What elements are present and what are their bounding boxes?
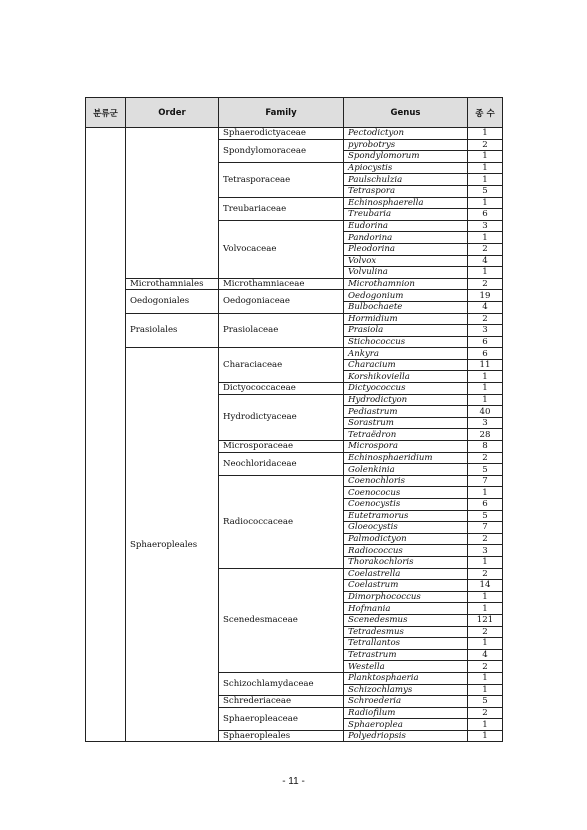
genus-cell: Dimorphococcus xyxy=(344,591,468,603)
species-count-cell: 2 xyxy=(468,243,503,255)
genus-cell: Pediastrum xyxy=(344,406,468,418)
genus-cell: Thorakochloris xyxy=(344,556,468,568)
genus-cell: Schizochlamys xyxy=(344,684,468,696)
species-count-cell: 6 xyxy=(468,336,503,348)
genus-cell: Korshikoviella xyxy=(344,371,468,383)
species-count-cell: 1 xyxy=(468,638,503,650)
species-count-cell: 5 xyxy=(468,696,503,708)
species-count-cell: 5 xyxy=(468,185,503,197)
table-body xyxy=(86,128,503,742)
genus-cell: Treubaria xyxy=(344,209,468,221)
species-count-cell: 1 xyxy=(468,128,503,140)
family-cell: Sphaerodictyaceae xyxy=(219,128,344,140)
genus-cell: Palmodictyon xyxy=(344,533,468,545)
species-count-cell: 2 xyxy=(468,452,503,464)
order-cell: Microthamniales xyxy=(126,278,219,290)
species-count-cell: 2 xyxy=(468,313,503,325)
table-row xyxy=(86,348,503,360)
species-count-cell: 1 xyxy=(468,487,503,499)
family-cell: Treubariaceae xyxy=(219,197,344,220)
table-row xyxy=(86,128,503,140)
genus-cell: Radiococcus xyxy=(344,545,468,557)
species-count-cell: 3 xyxy=(468,325,503,337)
genus-cell: Hormidium xyxy=(344,313,468,325)
species-count-cell: 5 xyxy=(468,464,503,476)
genus-cell: Stichococcus xyxy=(344,336,468,348)
genus-cell: Polyedriopsis xyxy=(344,730,468,742)
family-cell: Microsporaceae xyxy=(219,441,344,453)
genus-cell: Westella xyxy=(344,661,468,673)
species-count-cell: 1 xyxy=(468,371,503,383)
species-count-cell: 6 xyxy=(468,499,503,511)
family-cell: Schizochlamydaceae xyxy=(219,672,344,695)
family-cell: Hydrodictyaceae xyxy=(219,394,344,440)
species-count-cell: 40 xyxy=(468,406,503,418)
family-cell: Tetrasporaceae xyxy=(219,162,344,197)
species-count-cell: 14 xyxy=(468,580,503,592)
genus-cell: Tetraspora xyxy=(344,185,468,197)
genus-cell: Pandorina xyxy=(344,232,468,244)
genus-cell: Echinosphaerella xyxy=(344,197,468,209)
species-count-cell: 28 xyxy=(468,429,503,441)
genus-cell: Scenedesmus xyxy=(344,614,468,626)
header-family: Family xyxy=(219,98,344,128)
species-count-cell: 1 xyxy=(468,556,503,568)
genus-cell: Sphaeroplea xyxy=(344,719,468,731)
table-header-row xyxy=(86,98,503,128)
genus-cell: Pleodorina xyxy=(344,243,468,255)
family-cell: Prasiolaceae xyxy=(219,313,344,348)
species-count-cell: 1 xyxy=(468,174,503,186)
genus-cell: Microspora xyxy=(344,441,468,453)
table-row xyxy=(86,290,503,302)
header-species-count: 종 수 xyxy=(468,98,503,128)
genus-cell: Hofmania xyxy=(344,603,468,615)
species-count-cell: 11 xyxy=(468,359,503,371)
genus-cell: Apiocystis xyxy=(344,162,468,174)
genus-cell: Coelastrella xyxy=(344,568,468,580)
genus-cell: Prasiola xyxy=(344,325,468,337)
species-count-cell: 8 xyxy=(468,441,503,453)
order-cell: Sphaeropleales xyxy=(126,348,219,742)
genus-cell: Ankyra xyxy=(344,348,468,360)
group-cell xyxy=(86,128,126,742)
species-count-cell: 3 xyxy=(468,417,503,429)
species-count-cell: 1 xyxy=(468,672,503,684)
genus-cell: Bulbochaete xyxy=(344,301,468,313)
species-count-cell: 5 xyxy=(468,510,503,522)
genus-cell: Oedogonium xyxy=(344,290,468,302)
family-cell: Neochloridaceae xyxy=(219,452,344,475)
species-count-cell: 1 xyxy=(468,232,503,244)
family-cell: Characiaceae xyxy=(219,348,344,383)
genus-cell: Volvox xyxy=(344,255,468,267)
genus-cell: Tetraëdron xyxy=(344,429,468,441)
genus-cell: Hydrodictyon xyxy=(344,394,468,406)
species-count-cell: 1 xyxy=(468,730,503,742)
family-cell: Sphaeropleaceae xyxy=(219,707,344,730)
family-cell: Volvocaceae xyxy=(219,220,344,278)
genus-cell: Tetrastrum xyxy=(344,649,468,661)
family-cell: Oedogoniaceae xyxy=(219,290,344,313)
table-row xyxy=(86,278,503,290)
page-number: - 11 - xyxy=(282,776,305,787)
family-cell: Dictyococcaceae xyxy=(219,383,344,395)
species-count-cell: 4 xyxy=(468,255,503,267)
species-count-cell: 4 xyxy=(468,301,503,313)
family-cell: Schrederiaceae xyxy=(219,696,344,708)
table-row xyxy=(86,313,503,325)
genus-cell: Volvulina xyxy=(344,267,468,279)
family-cell: Radiococcaceae xyxy=(219,475,344,568)
species-count-cell: 1 xyxy=(468,591,503,603)
species-count-cell: 3 xyxy=(468,545,503,557)
family-cell: Scenedesmaceae xyxy=(219,568,344,672)
species-count-cell: 2 xyxy=(468,139,503,151)
species-count-cell: 121 xyxy=(468,614,503,626)
genus-cell: Coenococus xyxy=(344,487,468,499)
species-count-cell: 3 xyxy=(468,220,503,232)
species-count-cell: 7 xyxy=(468,475,503,487)
family-cell: Microthamniaceae xyxy=(219,278,344,290)
genus-cell: Tetradesmus xyxy=(344,626,468,638)
genus-cell: Golenkinia xyxy=(344,464,468,476)
order-cell: Oedogoniales xyxy=(126,290,219,313)
species-count-cell: 2 xyxy=(468,278,503,290)
order-cell xyxy=(126,128,219,279)
order-cell: Prasiolales xyxy=(126,313,219,348)
genus-cell: Radiofilum xyxy=(344,707,468,719)
species-count-cell: 2 xyxy=(468,707,503,719)
genus-cell: Coenocystis xyxy=(344,499,468,511)
species-count-cell: 2 xyxy=(468,533,503,545)
species-count-cell: 1 xyxy=(468,394,503,406)
genus-cell: Paulschulzia xyxy=(344,174,468,186)
genus-cell: Spondylomorum xyxy=(344,151,468,163)
header-order: Order xyxy=(126,98,219,128)
genus-cell: Gloeocystis xyxy=(344,522,468,534)
species-count-cell: 19 xyxy=(468,290,503,302)
genus-cell: Characium xyxy=(344,359,468,371)
species-count-cell: 4 xyxy=(468,649,503,661)
species-count-cell: 1 xyxy=(468,151,503,163)
species-count-cell: 2 xyxy=(468,626,503,638)
species-count-cell: 1 xyxy=(468,719,503,731)
species-count-cell: 1 xyxy=(468,267,503,279)
species-count-cell: 1 xyxy=(468,684,503,696)
species-count-cell: 2 xyxy=(468,568,503,580)
species-count-cell: 2 xyxy=(468,661,503,673)
genus-cell: Microthamnion xyxy=(344,278,468,290)
species-count-cell: 7 xyxy=(468,522,503,534)
species-table xyxy=(85,97,503,742)
genus-cell: Echinosphaeridium xyxy=(344,452,468,464)
genus-cell: Eutetramorus xyxy=(344,510,468,522)
family-cell: Spondylomoraceae xyxy=(219,139,344,162)
species-count-cell: 1 xyxy=(468,197,503,209)
genus-cell: Dictyococcus xyxy=(344,383,468,395)
species-count-cell: 1 xyxy=(468,603,503,615)
genus-cell: Planktosphaeria xyxy=(344,672,468,684)
genus-cell: Coenochloris xyxy=(344,475,468,487)
species-count-cell: 6 xyxy=(468,348,503,360)
species-count-cell: 6 xyxy=(468,209,503,221)
genus-cell: Tetrallantos xyxy=(344,638,468,650)
genus-cell: Sorastrum xyxy=(344,417,468,429)
header-genus: Genus xyxy=(344,98,468,128)
genus-cell: Coelastrum xyxy=(344,580,468,592)
header-group: 분류군 xyxy=(86,98,126,128)
species-count-cell: 1 xyxy=(468,162,503,174)
genus-cell: Schroederia xyxy=(344,696,468,708)
genus-cell: pyrobotrys xyxy=(344,139,468,151)
species-count-cell: 1 xyxy=(468,383,503,395)
genus-cell: Eudorina xyxy=(344,220,468,232)
genus-cell: Pectodictyon xyxy=(344,128,468,140)
family-cell: Sphaeropleales xyxy=(219,730,344,742)
